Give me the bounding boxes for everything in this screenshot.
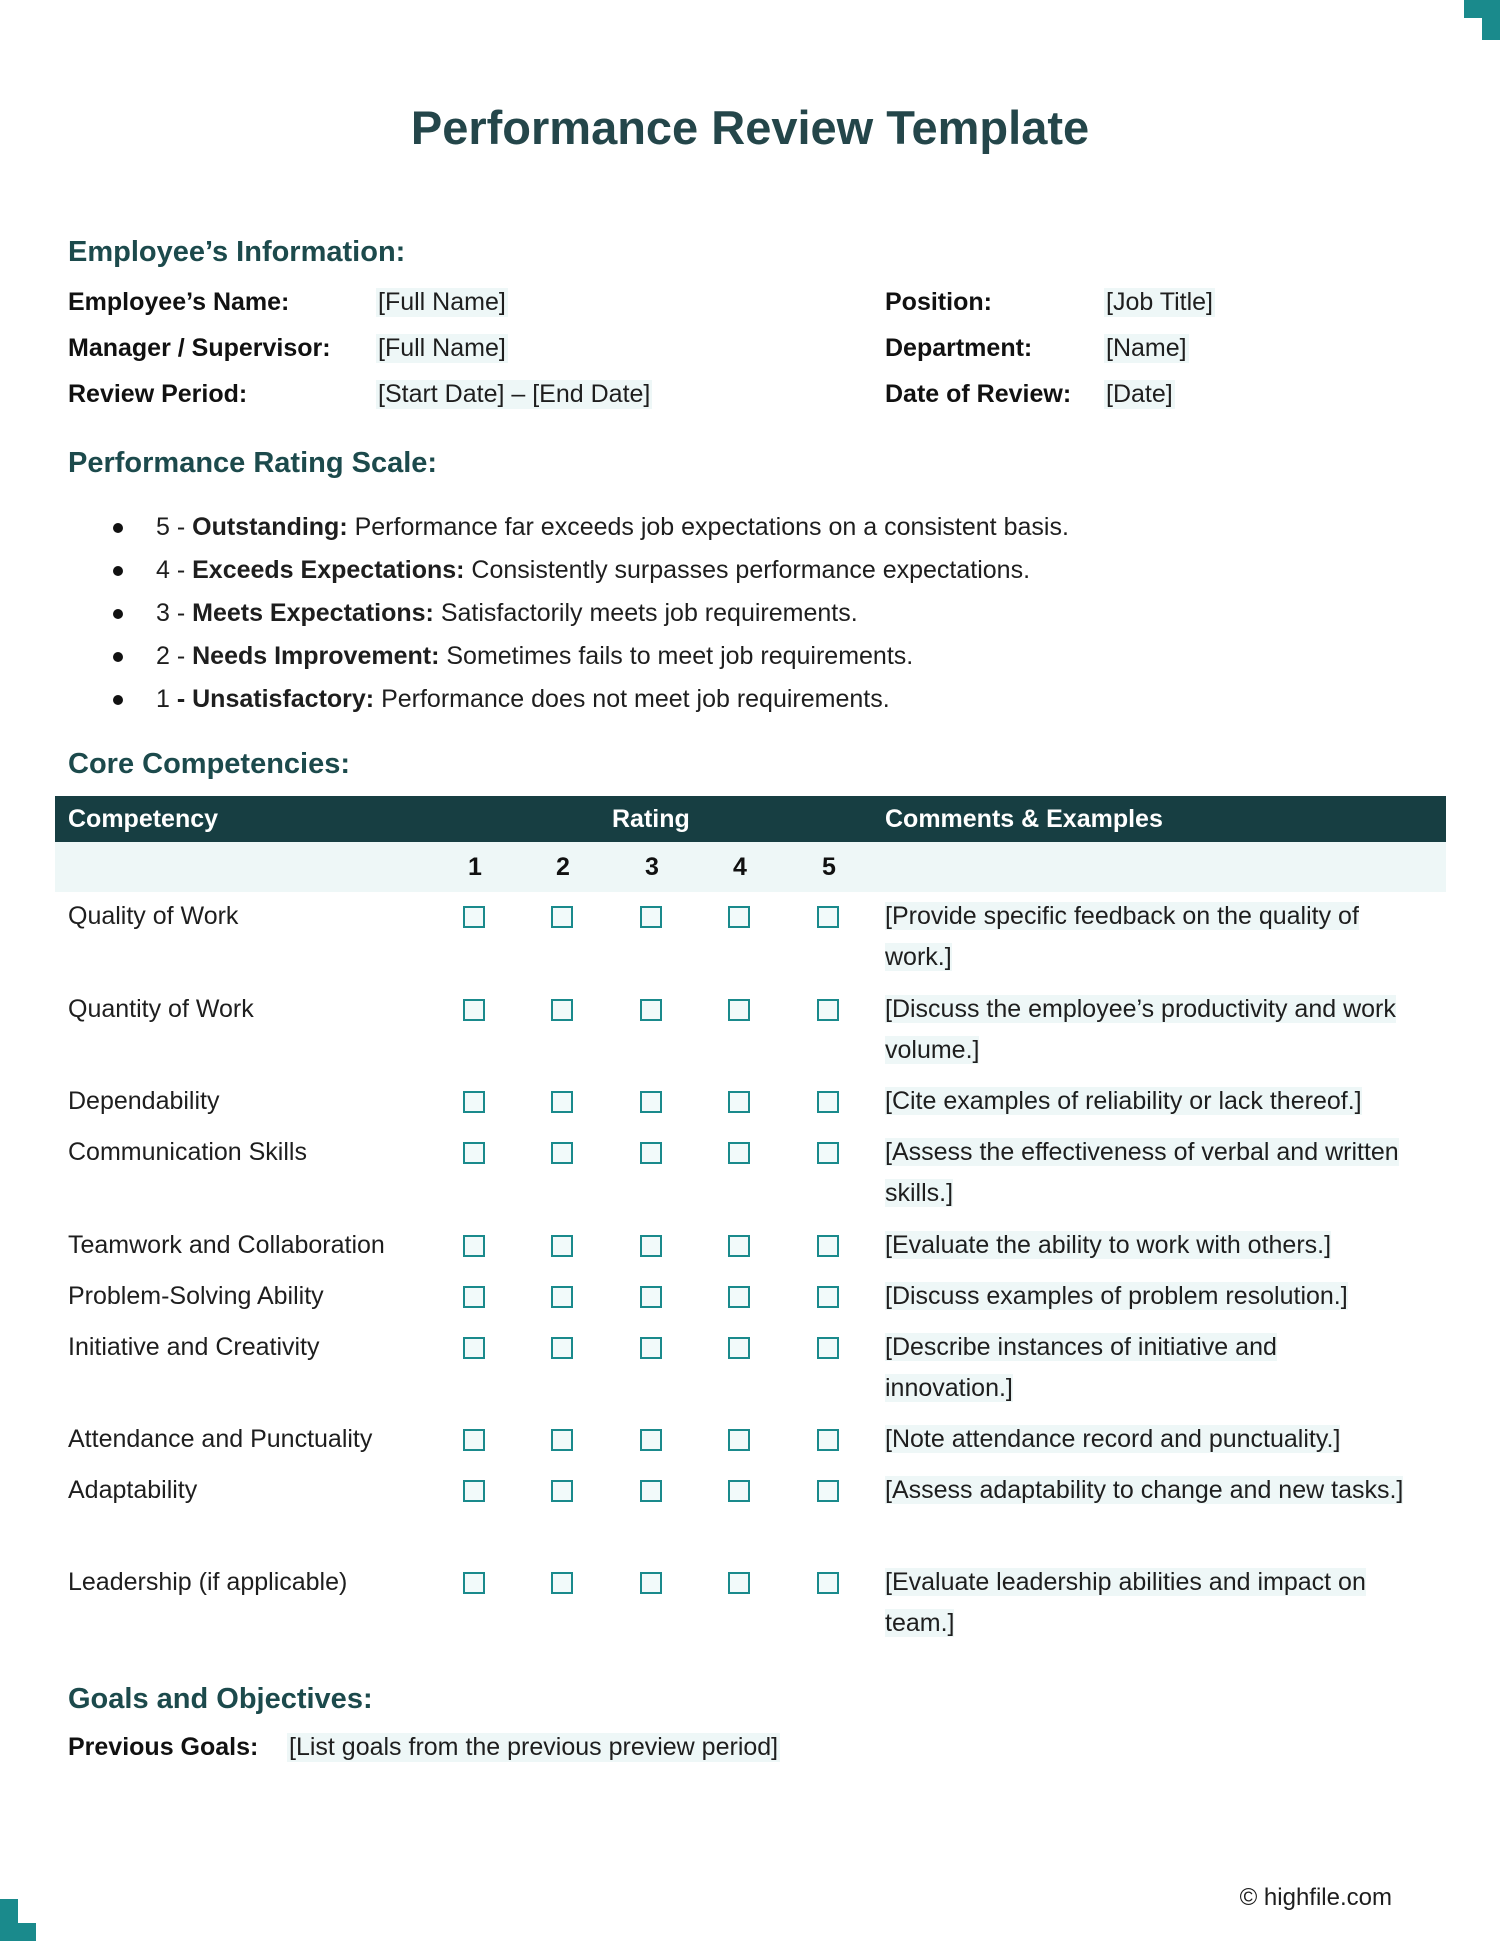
rating-checkbox-1[interactable] — [463, 1480, 485, 1502]
comment-field[interactable]: [Discuss the employee’s productivity and work volume.] — [885, 995, 1396, 1064]
rating-checkbox-2[interactable] — [551, 1572, 573, 1594]
rating-checkbox-4[interactable] — [728, 1480, 750, 1502]
rating-checkbox-3[interactable] — [640, 1142, 662, 1164]
goals-heading: Goals and Objectives: — [68, 1683, 373, 1715]
rating-checkbox-4[interactable] — [728, 1091, 750, 1113]
rating-checkbox-3[interactable] — [640, 1337, 662, 1359]
rating-checkbox-2[interactable] — [551, 999, 573, 1021]
rating-value-3: 3 — [645, 853, 659, 881]
competency-name: Dependability — [68, 1087, 220, 1115]
manager-label: Manager / Supervisor: — [68, 334, 331, 362]
rating-checkbox-4[interactable] — [728, 1337, 750, 1359]
rating-scale-item: 5 - Outstanding: Performance far exceeds job expectations on a consistent basis. — [108, 506, 1069, 549]
rating-value-2: 2 — [556, 853, 570, 881]
rating-checkbox-2[interactable] — [551, 1142, 573, 1164]
rating-checkbox-2[interactable] — [551, 1091, 573, 1113]
rating-checkbox-4[interactable] — [728, 1572, 750, 1594]
manager-field[interactable]: [Full Name] — [378, 334, 506, 362]
rating-checkbox-2[interactable] — [551, 1429, 573, 1451]
rating-scale-item: 3 - Meets Expectations: Satisfactorily meets job requirements. — [108, 592, 1069, 635]
competency-name: Quantity of Work — [68, 995, 254, 1023]
competency-name: Adaptability — [68, 1476, 198, 1504]
rating-checkbox-2[interactable] — [551, 1235, 573, 1257]
competency-name: Attendance and Punctuality — [68, 1425, 373, 1453]
competency-name: Communication Skills — [68, 1138, 307, 1166]
rating-value-1: 1 — [468, 853, 482, 881]
rating-checkbox-4[interactable] — [728, 1429, 750, 1451]
review-period-label: Review Period: — [68, 380, 248, 408]
employee-info-heading: Employee’s Information: — [68, 236, 406, 268]
rating-checkbox-1[interactable] — [463, 1235, 485, 1257]
comment-field[interactable]: [Assess adaptability to change and new tasks.] — [885, 1476, 1404, 1504]
previous-goals-field[interactable]: [List goals from the previous preview period] — [289, 1733, 779, 1761]
rating-checkbox-4[interactable] — [728, 906, 750, 928]
column-header-competency: Competency — [68, 805, 219, 833]
column-header-rating: Rating — [612, 805, 690, 833]
position-label: Position: — [885, 288, 992, 316]
competencies-heading: Core Competencies: — [68, 748, 351, 780]
corner-decoration-top-right — [1464, 0, 1500, 40]
date-of-review-field[interactable]: [Date] — [1106, 380, 1173, 408]
comment-field[interactable]: [Evaluate the ability to work with others.] — [885, 1231, 1332, 1259]
department-field[interactable]: [Name] — [1106, 334, 1187, 362]
review-period-field[interactable]: [Start Date] – [End Date] — [378, 380, 651, 408]
rating-checkbox-3[interactable] — [640, 999, 662, 1021]
rating-checkbox-4[interactable] — [728, 1235, 750, 1257]
bullet-icon — [113, 695, 123, 705]
comment-field[interactable]: [Note attendance record and punctuality.] — [885, 1425, 1341, 1453]
rating-checkbox-2[interactable] — [551, 906, 573, 928]
rating-checkbox-2[interactable] — [551, 1337, 573, 1359]
position-field[interactable]: [Job Title] — [1106, 288, 1213, 316]
rating-checkbox-1[interactable] — [463, 1286, 485, 1308]
comment-field[interactable]: [Provide specific feedback on the quality of work.] — [885, 902, 1359, 971]
footer-copyright: © highfile.com — [1239, 1884, 1392, 1911]
rating-checkbox-3[interactable] — [640, 906, 662, 928]
competency-name: Initiative and Creativity — [68, 1333, 320, 1361]
corner-decoration-bottom-left — [0, 1899, 36, 1941]
rating-checkbox-1[interactable] — [463, 1337, 485, 1359]
rating-checkbox-3[interactable] — [640, 1572, 662, 1594]
rating-scale-item: 1 - Unsatisfactory: Performance does not meet job requirements. — [108, 678, 1069, 721]
rating-checkbox-1[interactable] — [463, 999, 485, 1021]
rating-number-header — [55, 842, 1446, 892]
rating-value-5: 5 — [822, 853, 836, 881]
rating-checkbox-1[interactable] — [463, 1091, 485, 1113]
rating-checkbox-3[interactable] — [640, 1286, 662, 1308]
rating-checkbox-5[interactable] — [817, 1235, 839, 1257]
comment-field[interactable]: [Cite examples of reliability or lack thereof.] — [885, 1087, 1362, 1115]
rating-checkbox-5[interactable] — [817, 1572, 839, 1594]
rating-checkbox-5[interactable] — [817, 999, 839, 1021]
rating-scale-heading: Performance Rating Scale: — [68, 447, 438, 479]
rating-checkbox-5[interactable] — [817, 1091, 839, 1113]
rating-scale-item: 4 - Exceeds Expectations: Consistently surpasses performance expectations. — [108, 549, 1069, 592]
document-title: Performance Review Template — [410, 101, 1090, 154]
rating-checkbox-3[interactable] — [640, 1091, 662, 1113]
competency-name: Leadership (if applicable) — [68, 1568, 348, 1596]
rating-checkbox-4[interactable] — [728, 1286, 750, 1308]
rating-checkbox-5[interactable] — [817, 1337, 839, 1359]
rating-checkbox-3[interactable] — [640, 1429, 662, 1451]
comment-field[interactable]: [Discuss examples of problem resolution.] — [885, 1282, 1348, 1310]
rating-checkbox-4[interactable] — [728, 999, 750, 1021]
previous-goals-label: Previous Goals: — [68, 1733, 259, 1761]
rating-checkbox-1[interactable] — [463, 1572, 485, 1594]
rating-checkbox-5[interactable] — [817, 906, 839, 928]
column-header-comments: Comments & Examples — [885, 805, 1163, 833]
competency-name: Teamwork and Collaboration — [68, 1231, 385, 1259]
comment-field[interactable]: [Describe instances of initiative and innovation.] — [885, 1333, 1277, 1402]
bullet-icon — [113, 609, 123, 619]
rating-checkbox-2[interactable] — [551, 1286, 573, 1308]
date-of-review-label: Date of Review: — [885, 380, 1072, 408]
rating-checkbox-5[interactable] — [817, 1142, 839, 1164]
bullet-icon — [113, 652, 123, 662]
rating-checkbox-5[interactable] — [817, 1286, 839, 1308]
employee-name-label: Employee’s Name: — [68, 288, 290, 316]
bullet-icon — [113, 523, 123, 533]
rating-checkbox-1[interactable] — [463, 906, 485, 928]
rating-checkbox-5[interactable] — [817, 1429, 839, 1451]
rating-checkbox-1[interactable] — [463, 1429, 485, 1451]
rating-checkbox-5[interactable] — [817, 1480, 839, 1502]
rating-value-4: 4 — [733, 853, 747, 881]
bullet-icon — [113, 566, 123, 576]
comment-field[interactable]: [Assess the effectiveness of verbal and written skills.] — [885, 1138, 1399, 1207]
competency-name: Quality of Work — [68, 902, 239, 930]
competency-name: Problem-Solving Ability — [68, 1282, 324, 1310]
rating-checkbox-4[interactable] — [728, 1142, 750, 1164]
rating-checkbox-1[interactable] — [463, 1142, 485, 1164]
employee-name-field[interactable]: [Full Name] — [378, 288, 506, 316]
comment-field[interactable]: [Evaluate leadership abilities and impact on team.] — [885, 1568, 1366, 1637]
rating-checkbox-2[interactable] — [551, 1480, 573, 1502]
rating-checkbox-3[interactable] — [640, 1235, 662, 1257]
department-label: Department: — [885, 334, 1033, 362]
rating-scale-item: 2 - Needs Improvement: Sometimes fails to meet job requirements. — [108, 635, 1069, 678]
rating-checkbox-3[interactable] — [640, 1480, 662, 1502]
rating-scale-list — [108, 506, 1069, 721]
competency-table-header — [55, 796, 1446, 842]
